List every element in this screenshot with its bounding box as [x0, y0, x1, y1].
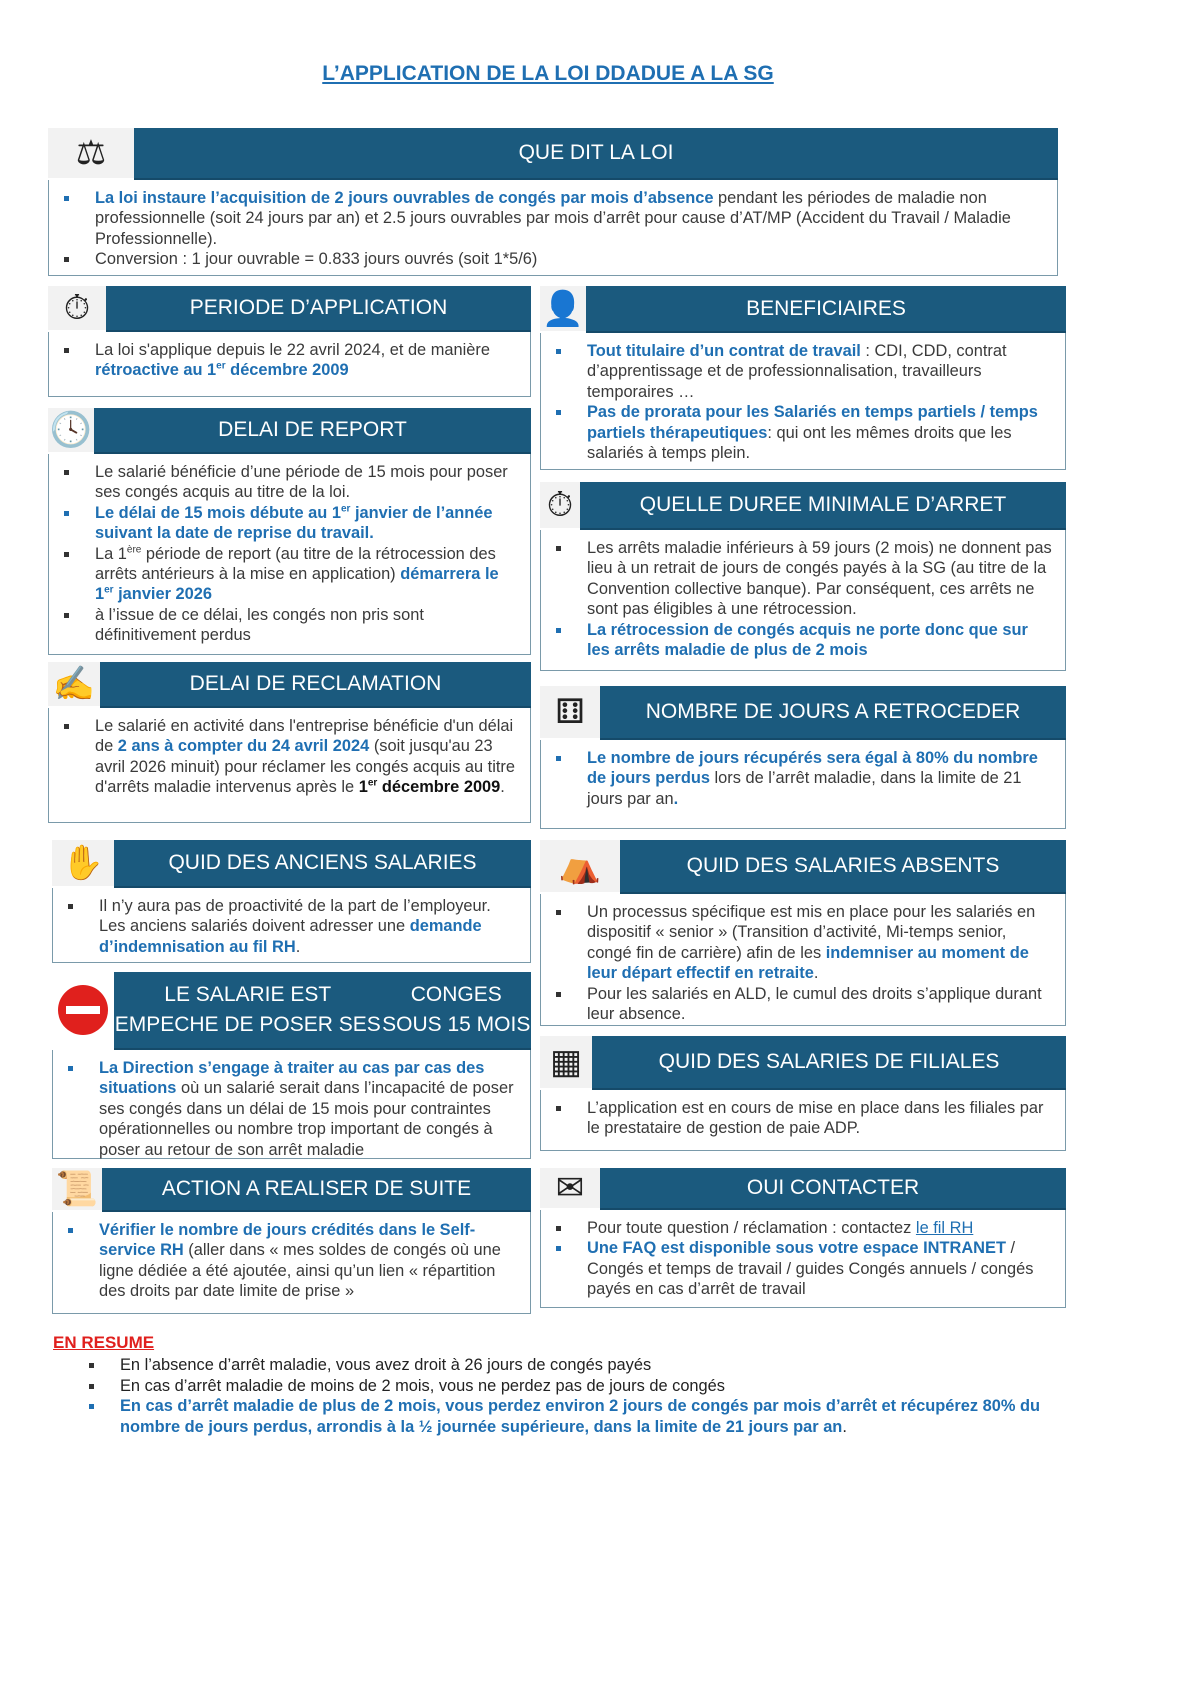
text-segment: (soit jusqu'au 23 avril 2026 minuit) pour réclamer les congés acquis au titre d'arrêts maladie intervenus après le [95, 737, 515, 797]
text-segment: . [842, 1417, 847, 1436]
text-segment: La rétrocession de congés acquis ne porte donc que sur les arrêts maladie de plus de 2 mois [587, 620, 1028, 660]
section-header [586, 286, 1066, 333]
text-segment: rétroactive au 1 [95, 361, 217, 380]
bullet-list [53, 1050, 530, 1166]
text-segment: Le délai de 15 mois débute au 1 [95, 503, 341, 522]
list-item [587, 748, 1055, 809]
section-benef [540, 286, 1066, 469]
section-title: QUID DES SALARIES DE FILIALES [658, 1050, 1000, 1073]
section-body [540, 1090, 1066, 1151]
section-body [540, 333, 1066, 470]
bullet-list [541, 333, 1065, 469]
list-item [95, 716, 520, 798]
page-title: L’APPLICATION DE LA LOI DDADUE A LA SG [322, 62, 774, 85]
section-absents [540, 840, 1066, 1025]
text-segment: Conversion : 1 jour ouvrable = 0.833 jours ouvrés (soit 1*5/6) [95, 250, 538, 269]
todo-scroll-icon: 📜 [52, 1168, 102, 1210]
section-header [134, 128, 1058, 180]
section-reclam [48, 662, 531, 822]
section-loi [48, 128, 1058, 275]
text-segment: période de report (au titre de la rétrocession des arrêts antérieurs à la mise en application) [95, 544, 496, 584]
bullet-list [541, 530, 1065, 666]
text-segment: demande d’indemnisation au fil RH [99, 917, 482, 956]
section-duree [540, 482, 1066, 670]
runner-stopwatch-icon: ⏱ [48, 286, 106, 330]
text-segment: Pas de prorata pour les Salariés en temps partiels / temps partiels thérapeutiques [587, 403, 1038, 442]
section-title: BENEFICIAIRES [746, 296, 906, 320]
bullet-list [49, 180, 1057, 276]
section-report [48, 408, 531, 654]
text-segment: à l’issue de ce délai, les congés non pris sont définitivement perdus [95, 605, 424, 645]
section-title: CONGES SOUS 15 MOIS [382, 983, 531, 1036]
section-body [540, 1210, 1066, 1308]
section-body [540, 894, 1066, 1026]
list-item [95, 503, 520, 544]
bullet-list [49, 454, 530, 652]
section-header [580, 482, 1066, 530]
list-item [95, 249, 1047, 269]
text-segment: . [295, 937, 301, 956]
section-contact [540, 1168, 1066, 1307]
bullet-list [49, 332, 530, 387]
text-segment: pendant les périodes de maladie non professionnelle (soit 24 jours par an) et 2.5 jours ouvrables par mois d’arrêt pour cause d’AT/MP (Accident du Travail / Maladie Professionnelle). [95, 189, 1011, 248]
gavel-scale-icon: ⚖ [48, 128, 134, 178]
bullet-list [541, 894, 1065, 1030]
section-header [106, 286, 531, 332]
section-title: LE SALARIE EST EMPECHE DE POSER SES [114, 983, 381, 1036]
text-segment: Le salarié bénéficie d’une période de 15 mois pour poser ses congés acquis au titre de la loi. [95, 463, 508, 502]
list-item [587, 620, 1055, 661]
section-body [52, 888, 531, 963]
envelope-icon: ✉ [540, 1168, 600, 1208]
text-segment: Le nombre de jours récupérés sera égal à 80% du nombre de jours perdus [587, 749, 1038, 788]
text-segment: où un salarié serait dans l’incapacité de poser ses congés dans un délai de 15 mois pour contraintes opérationnelles ou nombre trop important de congés à poser au retour de son arrêt maladie [99, 1079, 514, 1159]
section-action [52, 1168, 531, 1313]
section-header [114, 972, 531, 1050]
text-segment: En l’absence d’arrêt maladie, vous avez droit à 26 jours de congés payés [120, 1356, 652, 1375]
text-segment: janvier de l’année suivant la date de reprise du travail. [95, 503, 493, 543]
text-segment: La loi s'applique depuis le 22 avril 2024, et de manière [95, 341, 490, 359]
section-title: OUI CONTACTER [746, 1176, 920, 1199]
list-item [99, 896, 520, 957]
text-segment: Il n’y aura pas de proactivité de la part de l’employeur. Les anciens salariés doivent adresser une [99, 897, 491, 936]
section-title: DELAI DE REPORT [218, 418, 407, 441]
list-item [95, 605, 520, 646]
text-segment: En cas d’arrêt maladie de moins de 2 mois, vous ne perdez pas de jours de congés [120, 1376, 725, 1395]
list-item [95, 462, 520, 503]
list-item [587, 1218, 1055, 1238]
text-segment: / Congés et temps de travail / guides Congés annuels / congés payés en cas d’arrêt de travail [587, 1239, 1034, 1299]
list-item [120, 1355, 1063, 1375]
text-segment: . [500, 778, 505, 797]
list-item [120, 1376, 1063, 1396]
list-item [99, 1220, 520, 1302]
section-body [48, 708, 531, 823]
list-item [587, 341, 1055, 402]
section-nombre [540, 686, 1066, 828]
dice-icon: ⚅ [540, 686, 600, 738]
text-segment: Vérifier le nombre de jours crédités dans le Self-service RH [99, 1221, 476, 1260]
text-segment: (aller dans « mes soldes de congés où une ligne dédiée a été ajoutée, ainsi qu’un lien « répartition des droits par date limite de prise » [99, 1241, 501, 1301]
list-item [587, 1098, 1055, 1139]
text-segment: . [673, 789, 679, 808]
fil-rh-link[interactable]: le fil RH [915, 1219, 974, 1237]
no-entry-icon [52, 972, 114, 1048]
section-title: QUID DES ANCIENS SALARIES [168, 851, 477, 874]
text-segment: er [104, 584, 114, 596]
list-item [95, 544, 520, 605]
person-question-icon: 👤 [540, 286, 586, 331]
bye-hand-icon: ✋ [52, 840, 114, 886]
text-segment: décembre 2009 [225, 361, 349, 380]
text-segment: L’application est en cours de mise en place dans les filiales par le prestataire de gestion de paie ADP. [587, 1099, 1044, 1138]
text-segment: : qui ont les mêmes droits que les salariés à temps plein. [587, 423, 1012, 463]
section-header [102, 1168, 531, 1212]
list-item [587, 984, 1055, 1025]
section-header [600, 686, 1066, 740]
section-header [592, 1036, 1066, 1090]
text-segment: Pour toute question / réclamation : contactez [587, 1219, 916, 1237]
summary-list [53, 1353, 1063, 1437]
section-title: ACTION A REALISER DE SUITE [161, 1177, 472, 1200]
bullet-list [541, 1210, 1065, 1306]
text-segment: démarrera le 1 [95, 565, 499, 604]
section-title: QUID DES SALARIES ABSENTS [686, 854, 1000, 877]
text-segment: Un processus spécifique est mis en place pour les salariés en dispositif « senior » (Transition d’activité, Mi-temps senior, congé fin de carrière) afin de les [587, 903, 1036, 962]
summary-title: EN RESUME [53, 1333, 155, 1352]
list-item [95, 340, 520, 381]
list-item [120, 1396, 1063, 1437]
summary [53, 1333, 1063, 1437]
list-item [587, 402, 1055, 463]
section-periode [48, 286, 531, 396]
text-segment: Pour les salariés en ALD, le cumul des droits s’applique durant leur absence. [587, 984, 1042, 1024]
hammock-icon: ⛺ [540, 840, 620, 892]
section-header [620, 840, 1066, 894]
text-segment: . [813, 964, 819, 983]
text-segment: Une FAQ est disponible sous votre espace INTRANET [587, 1239, 1006, 1258]
list-item [587, 538, 1055, 620]
section-empeche [52, 972, 531, 1158]
section-body [48, 180, 1058, 276]
text-segment: En cas d’arrêt maladie de plus de 2 mois, vous perdez environ 2 jours de congés par mois d’arrêt et récupérez 80% du nombre de jours perdus, arrondis à la ½ journée supérieure, dans la limite de 21 jours par an [120, 1397, 1041, 1436]
text-segment: 1 [358, 778, 368, 797]
text-segment: : CDI, CDD, contrat d’apprentissage et de professionnalisation, travailleurs temporaires … [587, 342, 1007, 401]
text-segment: La loi instaure l’acquisition de 2 jours ouvrables de congés par mois d’absence [95, 189, 714, 207]
bullet-list [53, 1212, 530, 1308]
section-filiales [540, 1036, 1066, 1150]
section-body [52, 1212, 531, 1314]
section-header [114, 840, 531, 888]
text-segment: lors de l’arrêt maladie, dans la limite de 21 jours par an [587, 769, 1022, 808]
text-segment: 2 ans à compter du 24 avril 2024 [117, 737, 370, 756]
section-body [540, 740, 1066, 829]
org-chart-icon: ▦ [540, 1036, 592, 1088]
text-segment: er [367, 777, 378, 789]
section-title: QUELLE DUREE MINIMALE D’ARRET [639, 493, 1007, 516]
text-segment: indemniser au moment de leur départ effectif en retraite [587, 943, 1029, 983]
section-header [100, 662, 531, 708]
text-segment: er [216, 360, 226, 372]
section-title: DELAI DE RECLAMATION [189, 672, 442, 695]
list-item [99, 1058, 520, 1160]
section-title: QUE DIT LA LOI [518, 141, 674, 164]
bullet-list [53, 888, 530, 963]
section-body [540, 530, 1066, 671]
section-title: NOMBRE DE JOURS A RETROCEDER [645, 700, 1021, 723]
section-body [48, 332, 531, 397]
section-title: PERIODE D’APPLICATION [189, 296, 448, 319]
bullet-list [541, 1090, 1065, 1145]
claim-form-icon: ✍ [48, 662, 100, 706]
list-item [95, 188, 1047, 249]
list-item [587, 902, 1055, 984]
section-body [52, 1050, 531, 1159]
text-segment: ère [126, 544, 142, 556]
section-body [48, 454, 531, 655]
clock-icon: 🕓 [48, 408, 94, 452]
stopwatch-icon: ⏱ [540, 482, 580, 528]
text-segment: er [340, 503, 351, 515]
list-item [587, 1238, 1055, 1299]
text-segment: Le salarié en activité dans l'entreprise bénéficie d'un délai de [95, 717, 514, 756]
text-segment: La Direction s’engage à traiter au cas par cas des situations [99, 1059, 485, 1098]
text-segment: La 1 [95, 544, 127, 563]
text-segment: Tout titulaire d’un contrat de travail [587, 342, 861, 360]
section-header [600, 1168, 1066, 1210]
bullet-list [541, 740, 1065, 815]
section-header [94, 408, 531, 454]
text-segment: Les arrêts maladie inférieurs à 59 jours (2 mois) ne donnent pas lieu à un retrait de jours de congés payés à la SG (au titre de la Convention collective banque). Par conséquent, ces arrêts ne sont pas éligibles à une rétrocession. [587, 539, 1052, 619]
text-segment: décembre 2009 [377, 778, 501, 797]
section-anciens [52, 840, 531, 962]
text-segment: janvier 2026 [113, 585, 212, 604]
bullet-list [49, 708, 530, 804]
